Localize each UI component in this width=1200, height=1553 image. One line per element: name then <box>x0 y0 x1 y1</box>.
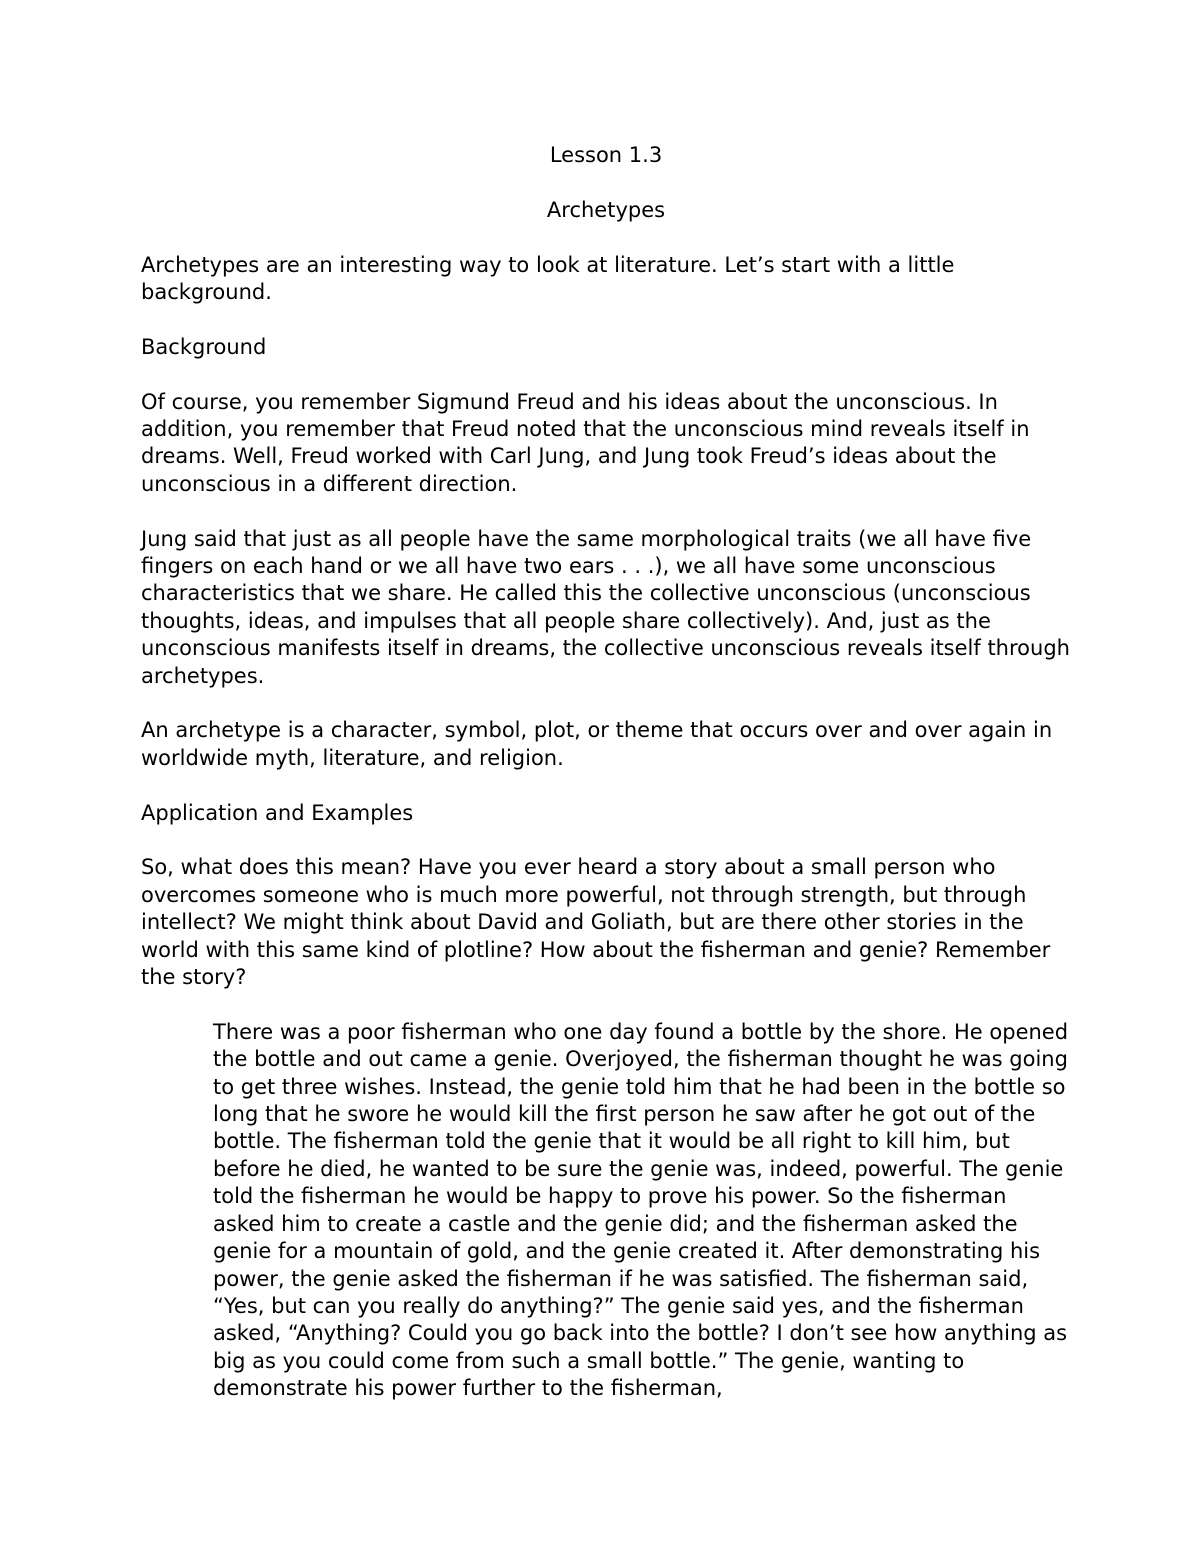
story-blockquote: There was a poor fisherman who one day found a bottle by the shore. He opened the bottle and out came a genie. Overjoyed, the fisherman thought he was going to get three wishes. Instead, the genie told him that he had been in the bottle so long that he swore he would kill the first person he saw after he got out of the bottle. The fisherman told the genie that it would be all right to kill him, but before he died, he wanted to be sure the genie was, indeed, powerful. The genie told the fisherman he would be happy to prove his power. So the fisherman asked him to create a castle and the genie did; and the fisherman asked the genie for a mountain of gold, and the genie created it. After demonstrating his power, the genie asked the fisherman if he was satisfied. The fisherman said, “Yes, but can you really do anything?” The genie said yes, and the fisherman asked, “Anything? Could you go back into the bottle? I don’t see how anything as big as you could come from such a small bottle.” The genie, wanting to demonstrate his power further to the fisherman, <box>213 1019 1069 1401</box>
paragraph: Jung said that just as all people have the same morphological traits (we all have five fingers on each hand or we all have two ears . . .), we all have some unconscious characteristics that we share. He called this the collective unconscious (unconscious thoughts, ideas, and impulses that all people share collectively). And, just as the unconscious manifests itself in dreams, the collective unconscious reveals itself through archetypes. <box>141 526 1070 688</box>
section-heading-background: Background <box>141 334 267 359</box>
page-subtitle: Archetypes <box>546 197 666 222</box>
document-body <box>141 142 1071 1403</box>
paragraph: Of course, you remember Sigmund Freud and his ideas about the unconscious. In addition, you remember that Freud noted that the unconscious mind reveals itself in dreams. Well, Freud worked with Carl Jung, and Jung took Freud’s ideas about the unconscious in a different direction. <box>141 389 1030 496</box>
page-title: Lesson 1.3 <box>549 143 663 167</box>
paragraph: An archetype is a character, symbol, plot, or theme that occurs over and over again in worldwide myth, literature, and religion. <box>141 718 1053 770</box>
paragraph: So, what does this mean? Have you ever heard a story about a small person who overcomes someone who is much more powerful, not through strength, but through intellect? We might think about David and Goliath, but are there other stories in the world with this same kind of plotline? How about the fisherman and genie? Remember the story? <box>141 855 1051 990</box>
intro-paragraph: Archetypes are an interesting way to look at literature. Let’s start with a little background. <box>141 252 955 304</box>
section-heading-application: Application and Examples <box>141 800 414 825</box>
